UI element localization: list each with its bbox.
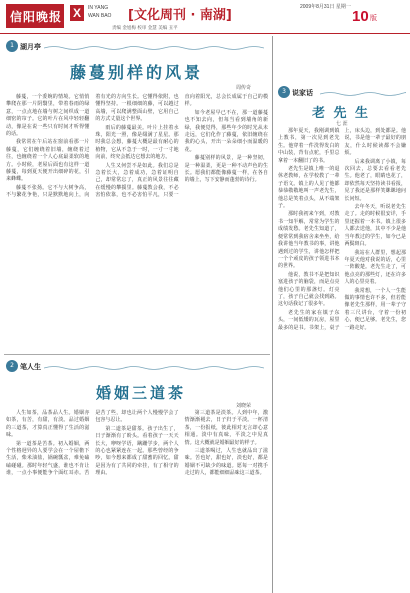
x-mark: X: [70, 5, 84, 21]
newspaper-logo: [6, 4, 64, 28]
article-divider: [4, 354, 270, 355]
paragraph: 藤蔓别样的风景，是一种坚韧，是一种温柔，更是一种不动声色的生长。愿我们都能像藤蔓一样，在各自的墙上，写下安静而蓬勃的诗行。: [184, 155, 268, 184]
paragraph: 人生又何尝不是如此。我们总是急着长大，急着成功，急着证明自己，却常常忘了，真正的风景往往藏在缓慢的攀援里。藤蔓教会我，不必害怕依靠，也不必害怕平凡，只要一直向着阳光，总会长成属于自己的模样。: [95, 94, 268, 199]
logo-text: 信阳晚报: [10, 10, 63, 24]
paragraph: 那年夏天，我刚调到镇上教书，第一次见到老先生。他穿着一件洗得发白的中山装，背有点驼，手里总拿着一本翻旧了的书。: [278, 128, 340, 164]
page-number: 10: [352, 8, 369, 25]
paragraph: 我常常在午后站在窗前看那一片藤蔓，它们缠绕着旧墙，缠绕着过往，也缠绕着一个人心底最柔软的地方。小时候，老屋后面也有这样一道藤蔓，每到夏天便开出细碎的花，引来蜂蝶。: [6, 139, 90, 183]
decorative-wave: [44, 45, 264, 51]
city-line-2: WAN BAO: [88, 13, 112, 19]
masthead: [0, 0, 410, 36]
badge-number: 3: [282, 88, 286, 95]
page-unit: 版: [370, 14, 377, 22]
paragraph: 如今老屋早已不在，那一道藤蔓也不知去向，但每当看到墙角的新绿，我便觉得，那些年少的时光从未走远，它们化作了藤蔓，依旧缠绕在我的心头，开出一朵朵细小而温暖的花。: [184, 109, 268, 153]
paragraph: 老先生的家在镇子东头，一间低矮的瓦房，屋里最多的是书。书架上，桌子上，床头边，到处都是。他说，书是他一辈子最好的朋友，什么时候读都不会嫌烦。: [278, 128, 406, 331]
decorative-wave: [44, 365, 264, 371]
article-body: [6, 410, 268, 588]
article-headline: 藤蔓别样的风景: [70, 63, 204, 82]
section-badge: [6, 360, 18, 372]
article-headline: 婚姻三道茶: [96, 384, 187, 402]
editor-credits: 责编 金旭梅 校审 金慧 美编 丑平: [112, 26, 178, 31]
paragraph: 人生如茶，品茶品人生。婚姻亦如茶，有苦，有甜，有淡。品过婚姻的三道茶，才算真正懂得了生活的滋味。: [6, 410, 90, 439]
section-title: [文化周刊 · 南湖]: [128, 8, 232, 23]
paragraph: 老先生是镇上唯一的退休老教师，在学校教了一辈子语文。镇上的人见了他都恭恭敬敬地叫一声老先生，他总是笑着点头，从不端架子。: [278, 166, 340, 210]
paragraph: 后来我调离了小镇，每次回去，总要去看看老先生。他老了，眼睛也花了，却依然每天坚持读书看报，见了我还是那样笑眯眯地问长问短。: [344, 158, 406, 202]
paragraph: 他说，教书不是把知识塞进孩子的脑袋，而是点亮他们心里的那盏灯。灯亮了，孩子自己就会找到路。这句话我记了很多年。: [278, 271, 340, 308]
article-headline: 老 先 生: [312, 106, 371, 121]
section-badge: [278, 86, 290, 98]
paragraph: 第一道茶是苦茶。初入婚姻，两个性格迥异的人要学会在一个屋檐下生活，柴米油盐，锅碗瓢盆，难免磕磕碰碰。那时年轻气盛，谁也不肯让谁，一点小事便能争个面红耳赤。苦是苦了些，却也让两个人慢慢学会了包容与忍让。: [6, 410, 179, 477]
article-byline: 七 涯: [336, 121, 348, 127]
paragraph: 第三道茶是淡茶。人到中年，激情渐渐褪去，日子归于平淡。一杯清茶，一份报纸，彼此相对无言却心意相通。淡中有真味，平淡之中见真情。这大概就是婚姻最好的样子。: [184, 410, 268, 446]
article-byline: 刘晓荣: [236, 403, 252, 409]
paragraph: 我常想，一个人一生能做的事情也许不多，但若能像老先生那样，用一辈子守着三尺讲台，守着一份初心，便已足够。老先生，您一路走好。: [344, 287, 406, 331]
article-body: [6, 94, 268, 352]
article-byline: 周传奇: [236, 85, 252, 91]
column-label: 说家话: [292, 89, 313, 97]
paragraph: 三道茶喝过，人生也就品出了滋味。苦也好，甜也好，淡也好，都是婚姻不可缺少的味道。愿每一对携手走过的人，都能细细品味这三道茶。: [184, 448, 268, 477]
paragraph: 藤蔓，一个委婉的情境。它悄悄攀爬在那一片阴翳里，带着春雨的绿意，一点点地在墙与树之间织成一道细密的帘子。它的叶片在风中轻轻翻动，像是在说一些只有时间才听得懂的话。: [6, 94, 90, 138]
masthead-rule: [0, 33, 410, 34]
column-label: 湖月亭: [20, 43, 41, 51]
column-label: 笔人生: [20, 363, 41, 371]
badge-number: 2: [10, 362, 14, 369]
issue-date: 2009年8月31日 星期一: [300, 4, 351, 10]
article-body: [278, 128, 406, 588]
paragraph: 雨后的藤蔓最美。叶片上挂着水珠，阳光一照，像是缀满了星星。那时我总会想，藤蔓大概是最有耐心的植物，它从不急于一时，一寸一寸地向前，终究会抵达它想去的地方。: [95, 124, 179, 161]
column-divider: [272, 36, 273, 593]
badge-number: 1: [10, 42, 14, 49]
paragraph: 那时我初来乍到，对教书一知半解，常常为学生的成绩发愁。老先生知道了，便常常到我宿舍来坐坐，给我讲他当年教书的事，讲他遇到过的学生，讲他怎样把一个个顽皮的孩子领进书本的世界。: [278, 211, 340, 270]
paragraph: 我站在人群里，想起那年夏天他对我说的话，心里一阵酸楚。老先生走了，可他点亮的那些灯，还在许多人的心里亮着。: [344, 249, 406, 286]
paragraph: 去年冬天，听说老先生走了。走的时候很安详，手里还握着一本书。镇上很多人都去送他，其中不少是他当年教过的学生，如今已是两鬓斑白。: [344, 204, 406, 248]
paragraph: 藤蔓不张扬。它不与大树争高，不与繁花争艳，只是默默地向上，向着有光的方向生长。它懂得依附，也懂得坚持。一根细细的藤，可以越过高墙，可以爬满整面山壁，它用自己的方式丈量这个世界。: [6, 94, 179, 199]
city-name: [88, 4, 111, 20]
section-badge: [6, 40, 18, 52]
decorative-wave: [320, 91, 406, 97]
paragraph: 第二道茶是甜茶。孩子出生了，日子渐渐有了盼头。看着孩子一天天长大，咿呀学语，蹒跚学步，两个人的心也紧紧连在一起。那些曾经的争吵，如今想来都成了甜蜜的回忆。甜是因为有了共同的牵挂，有了相守的理由。: [95, 425, 179, 477]
city-line-1: IN YANG: [88, 5, 109, 11]
